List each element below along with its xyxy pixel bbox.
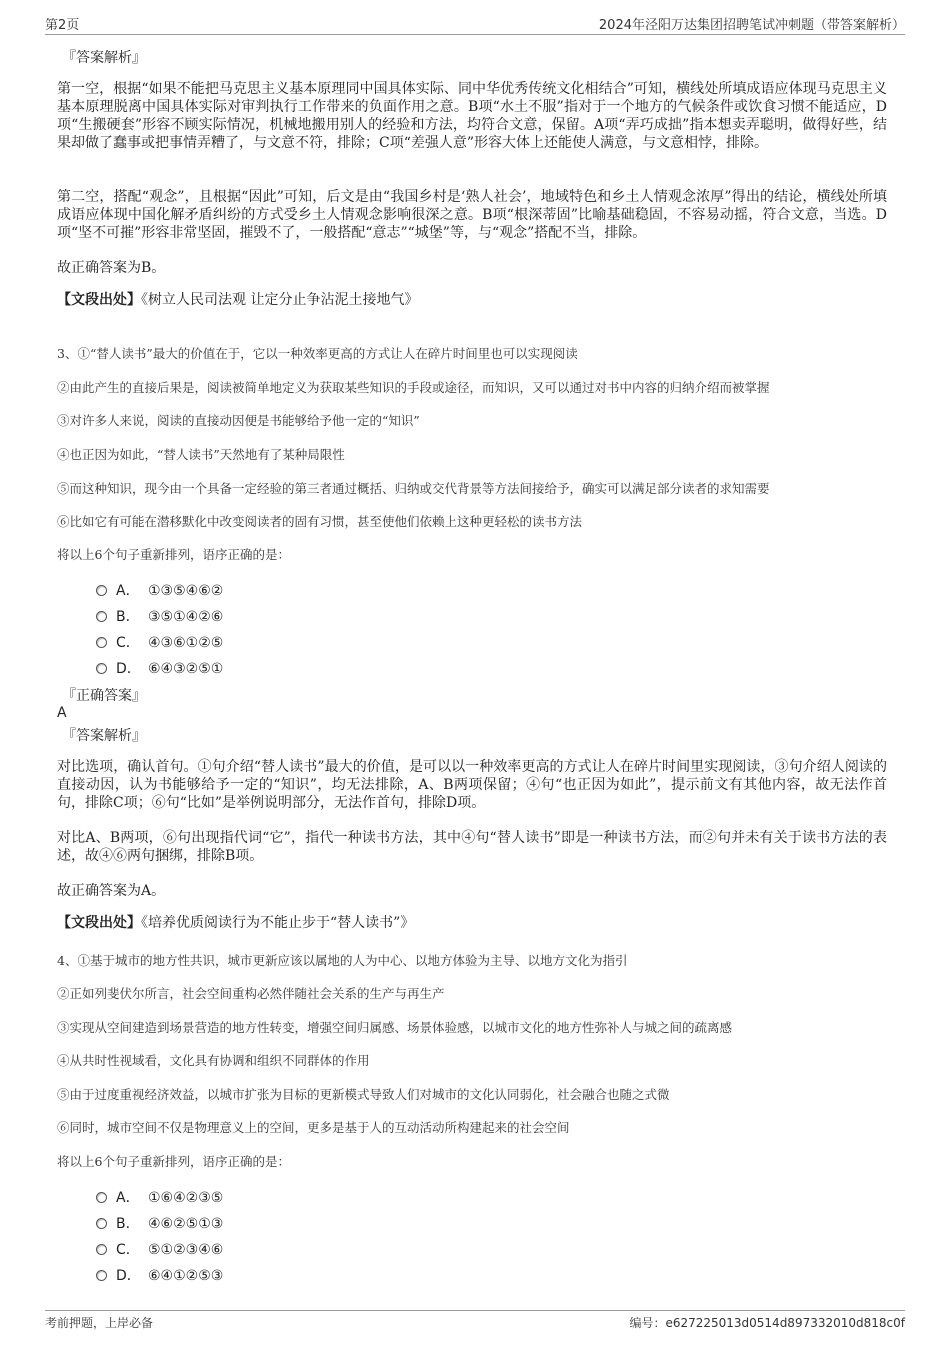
footer-slogan: 考前押题，上岸必备 — [45, 1316, 154, 1330]
question-prompt: 将以上6个句子重新排列，语序正确的是： — [57, 547, 290, 562]
question-sentence: ⑥同时，城市空间不仅是物理意义上的空间，更多是基于人的互动活动所构建起来的社会空间 — [57, 1120, 570, 1135]
analysis-label: 『答案解析』 — [62, 728, 146, 744]
page-header — [45, 12, 905, 35]
option-c[interactable]: C． ④③⑥①②⑤ — [96, 632, 223, 652]
radio-icon[interactable] — [96, 585, 107, 596]
source-label: 【文段出处】 — [57, 915, 141, 931]
radio-icon[interactable] — [96, 637, 107, 648]
document-code: 编号：e627225013d0514d897332010d818c0f — [629, 1316, 905, 1330]
question-sentence: ⑤由于过度重视经济效益，以城市扩张为目标的更新模式导致人们对城市的文化认同弱化，社会融合也随之式微 — [57, 1087, 670, 1102]
radio-icon[interactable] — [96, 1218, 107, 1229]
source-label: 【文段出处】 — [57, 292, 141, 308]
question-sentence: ③对许多人来说，阅读的直接动因便是书能够给予他一定的“知识” — [57, 413, 420, 428]
question-sentence: ④也正因为如此，“替人读书”天然地有了某种局限性 — [57, 447, 345, 462]
analysis-paragraph: 第一空，根据“如果不能把马克思主义基本原理同中国具体实际、同中华优秀传统文化相结合”可知，横线处所填成语应体现马克思主义基本原理脱离中国具体实际对审判执行工作带来的负面作用之意。B项“水土不服”指对于一个地方的气候条件或饮食习惯不能适应，D项“生搬硬套”形容不顾实际情况，机械地搬用别人的经验和方法，均符合文意，保留。A项“弄巧成拙”指本想卖弄聪明，做得好些，结果却做了蠢事或把事情弄糟了，与文意不符，排除；C项“差强人意”形容大体上还能使人满意，与文意相悖，排除。 — [57, 81, 887, 151]
radio-icon[interactable] — [96, 1244, 107, 1255]
radio-icon[interactable] — [96, 1192, 107, 1203]
question-sentence: ②由此产生的直接后果是，阅读被简单地定义为获取某些知识的手段或途径，而知识，又可以通过对书中内容的归纳介绍而被掌握 — [57, 380, 770, 395]
option-c[interactable]: C． ⑤①②③④⑥ — [96, 1239, 223, 1259]
option-b[interactable]: B． ④⑥②⑤①③ — [96, 1213, 223, 1233]
question-sentence: ③实现从空间建造到场景营造的地方性转变，增强空间归属感、场景体验感，以城市文化的地方性弥补人与城之间的疏离感 — [57, 1020, 733, 1035]
question-sentence: ②正如列斐伏尔所言，社会空间重构必然伴随社会关系的生产与再生产 — [57, 986, 445, 1001]
analysis-paragraph: 对比A、B两项，⑥句出现指代词“它”，指代一种读书方法，其中④句“替人读书”即是一种读书方法，而②句并未有关于读书方法的表述，故④⑥两句捆绑，排除B项。 — [57, 830, 887, 864]
option-b[interactable]: B． ③⑤①④②⑥ — [96, 606, 223, 626]
question-sentence: ⑤而这种知识，现今由一个具备一定经验的第三者通过概括、归纳或交代背景等方法间接给予，确实可以满足部分读者的求知需要 — [57, 481, 770, 496]
question-sentence: ⑥比如它有可能在潜移默化中改变阅读者的固有习惯，甚至使他们依赖上这种更轻松的读书方法 — [57, 514, 583, 529]
option-d[interactable]: D． ⑥④①②⑤③ — [96, 1265, 223, 1285]
question-prompt: 将以上6个句子重新排列，语序正确的是： — [57, 1154, 290, 1169]
conclusion: 故正确答案为A。 — [57, 883, 166, 899]
question-sentence: 3、①“替人读书”最大的价值在于，它以一种效率更高的方式让人在碎片时间里也可以实现阅读 — [57, 346, 578, 361]
question-sentence: ④从共时性视域看，文化具有协调和组织不同群体的作用 — [57, 1053, 370, 1068]
analysis-paragraph: 对比选项，确认首句。①句介绍“替人读书”最大的价值，是可以以一种效率更高的方式让人在碎片时间里实现阅读，③句介绍人阅读的直接动因，认为书能够给予一定的“知识”，均无法排除，A、B两项保留；④句“也正因为如此”，提示前文有其他内容，故无法作首句，排除C项；⑥句“比如”是举例说明部分，无法作首句，排除D项。 — [57, 759, 887, 811]
document-title: 2024年泾阳万达集团招聘笔试冲刺题（带答案解析） — [598, 18, 905, 33]
page-footer — [45, 1310, 905, 1333]
page-number: 第2页 — [45, 18, 80, 33]
source-title: 《树立人民司法观 让定分止争沾泥土接地气》 — [141, 292, 419, 308]
option-a[interactable]: A． ①⑥④②③⑤ — [96, 1187, 223, 1207]
option-d[interactable]: D． ⑥④③②⑤① — [96, 658, 223, 678]
correct-answer-label: 『正确答案』 — [62, 688, 146, 704]
radio-icon[interactable] — [96, 611, 107, 622]
correct-answer: A — [57, 705, 67, 721]
analysis-paragraph: 第二空，搭配“观念”，且根据“因此”可知，后文是由“我国乡村是‘熟人社会’，地域特色和乡土人情观念浓厚”得出的结论，横线处所填成语应体现中国化解矛盾纠纷的方式受乡土人情观念影响很深之意。B项“根深蒂固”比喻基础稳固，不容易动摇，符合文意，当选。D项“坚不可摧”形容非常坚固，摧毁不了，一般搭配“意志”“城堡”等，与“观念”搭配不当，排除。 — [57, 189, 887, 241]
source-line — [57, 291, 418, 309]
question-sentence: 4、①基于城市的地方性共识，城市更新应该以属地的人为中心、以地方体验为主导、以地方文化为指引 — [57, 953, 628, 968]
source-title: 《培养优质阅读行为不能止步于“替人读书”》 — [141, 915, 415, 931]
radio-icon[interactable] — [96, 663, 107, 674]
option-a[interactable]: A． ①③⑤④⑥② — [96, 580, 223, 600]
analysis-label: 『答案解析』 — [62, 50, 146, 66]
radio-icon[interactable] — [96, 1270, 107, 1281]
source-line — [57, 914, 414, 932]
conclusion: 故正确答案为B。 — [57, 260, 166, 276]
